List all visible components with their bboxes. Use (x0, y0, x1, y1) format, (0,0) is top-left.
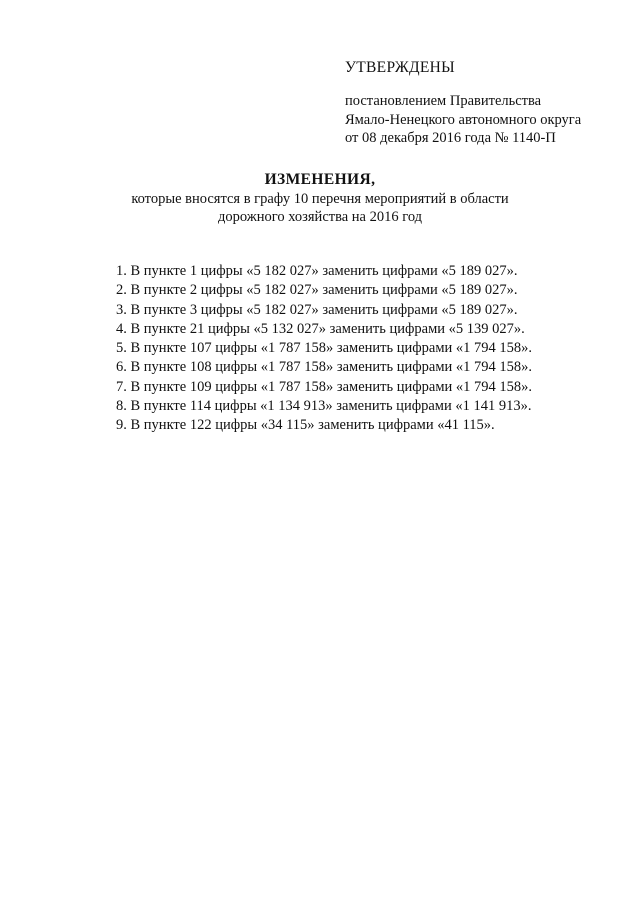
change-item-5: 5. В пункте 107 цифры «1 787 158» заменить цифрами «1 794 158». (116, 340, 533, 357)
change-item-4: 4. В пункте 21 цифры «5 132 027» заменить цифрами «5 139 027». (116, 320, 525, 337)
change-item-7: 7. В пункте 109 цифры «1 787 158» заменить цифрами «1 794 158». (116, 378, 533, 395)
document-title-block (0, 170, 640, 226)
document-title: ИЗМЕНЕНИЯ, (264, 171, 376, 188)
change-item-8: 8. В пункте 114 цифры «1 134 913» заменить цифрами «1 141 913». (116, 398, 532, 415)
changes-list (116, 262, 616, 436)
approval-line-authority: постановлением Правительства (345, 93, 542, 109)
change-item-6: 6. В пункте 108 цифры «1 787 158» заменить цифрами «1 794 158». (116, 359, 533, 376)
change-item-3: 3. В пункте 3 цифры «5 182 027» заменить цифрами «5 189 027». (116, 301, 518, 318)
document-subtitle-line-2: дорожного хозяйства на 2016 год (217, 209, 423, 225)
approval-stamp-block (345, 58, 625, 148)
approval-heading: УТВЕРЖДЕНЫ (345, 59, 455, 76)
change-item-2: 2. В пункте 2 цифры «5 182 027» заменить цифрами «5 189 027». (116, 282, 518, 299)
change-item-9: 9. В пункте 122 цифры «34 115» заменить цифрами «41 115». (116, 417, 495, 434)
approval-line-date-number: от 08 декабря 2016 года № 1140-П (345, 130, 556, 146)
approval-line-region: Ямало-Ненецкого автономного округа (345, 111, 582, 128)
change-item-1: 1. В пункте 1 цифры «5 182 027» заменить цифрами «5 189 027». (116, 263, 518, 279)
document-subtitle-line-1: которые вносятся в графу 10 перечня мероприятий в области (131, 191, 509, 207)
